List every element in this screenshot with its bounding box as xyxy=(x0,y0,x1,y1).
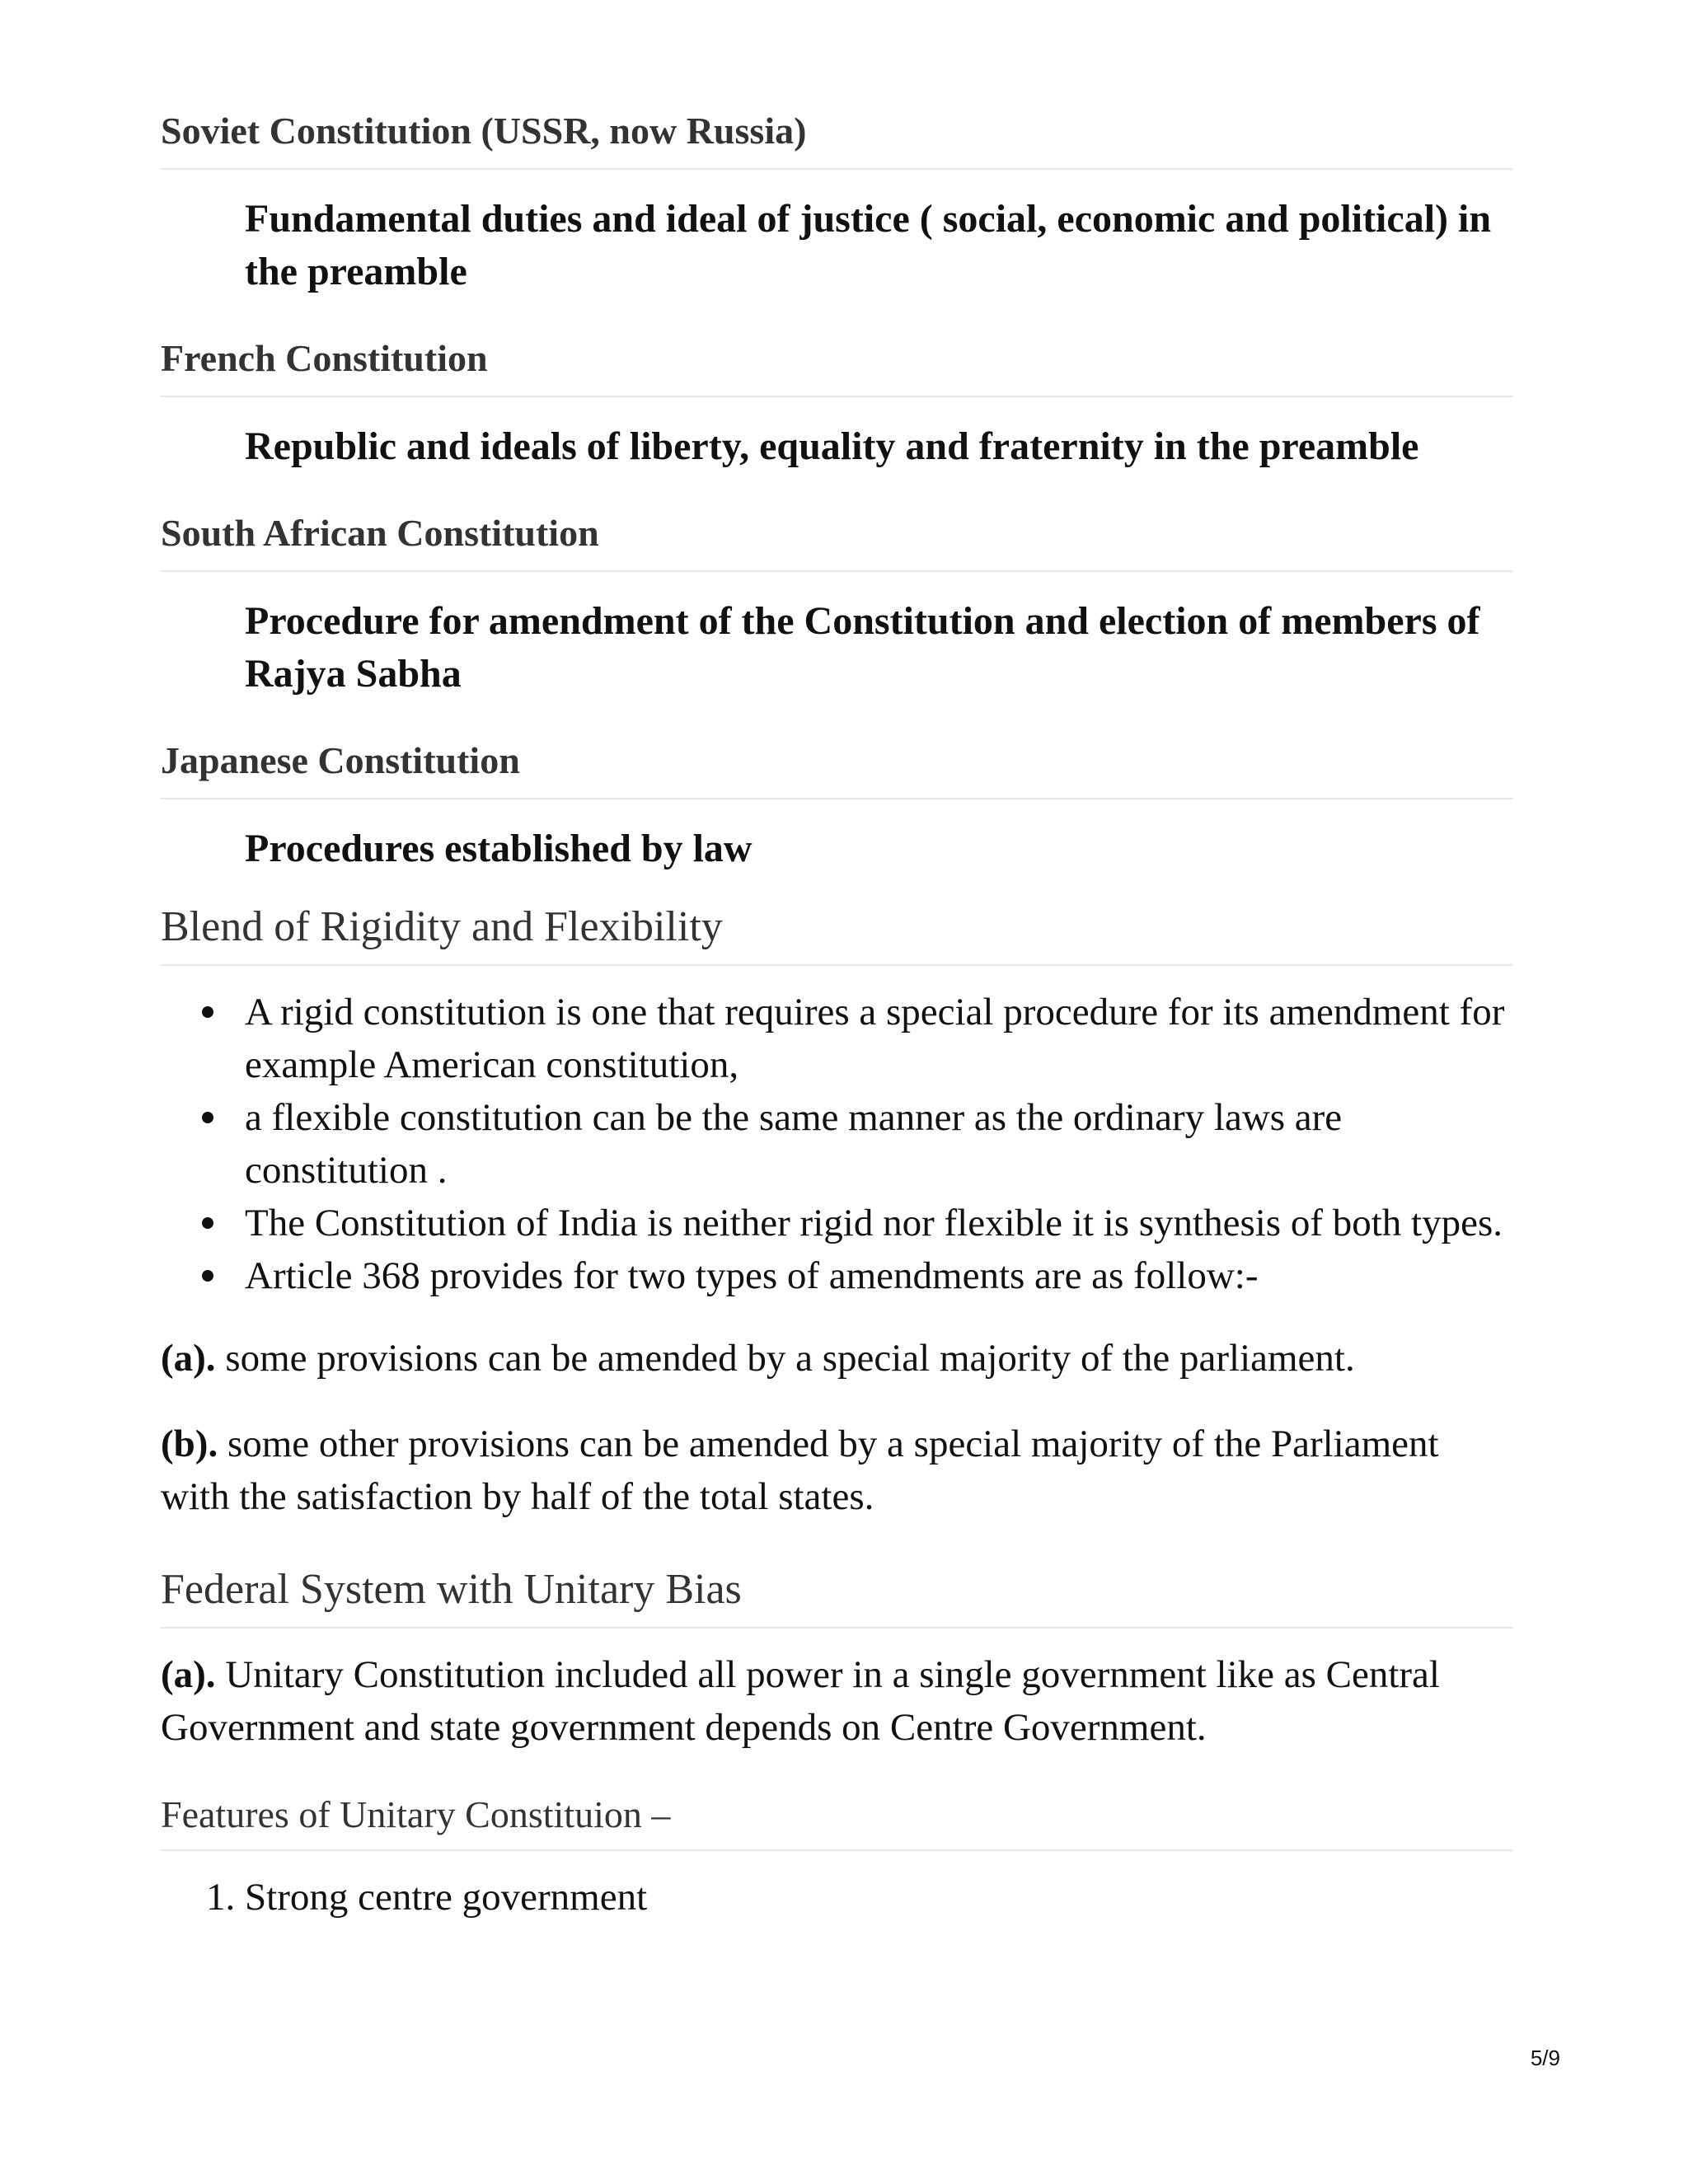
document-page xyxy=(161,107,1512,1953)
source-heading: Soviet Constitution (USSR, now Russia) xyxy=(161,107,1512,170)
source-section-japanese xyxy=(161,737,1512,875)
point-text: Unitary Constitution included all power in a single government like as Central Government and state government depends on Centre Government. xyxy=(161,1653,1440,1749)
point-a xyxy=(161,1648,1512,1754)
federal-section xyxy=(161,1563,1512,1924)
list-item: a flexible constitution can be the same manner as the ordinary laws are constitution . xyxy=(245,1091,1512,1197)
bullet-icon xyxy=(202,1112,213,1123)
numbered-list xyxy=(161,1871,1512,1924)
bullet-list xyxy=(161,986,1512,1302)
point-label: (a). xyxy=(161,1337,216,1380)
list-item: 1. Strong centre government xyxy=(245,1871,1512,1924)
list-item: A rigid constitution is one that requires a special procedure for its amendment for example American constitution, xyxy=(245,986,1512,1091)
point-text: some provisions can be amended by a special majority of the parliament. xyxy=(215,1337,1355,1380)
section-heading: Blend of Rigidity and Flexibility xyxy=(161,900,1512,966)
source-description: Republic and ideals of liberty, equality and fraternity in the preamble xyxy=(245,424,1419,468)
source-section-south-african xyxy=(161,509,1512,701)
bullet-icon xyxy=(202,1006,213,1018)
source-description: Fundamental duties and ideal of justice ( social, economic and political) in the preamble xyxy=(245,197,1492,293)
source-section-soviet xyxy=(161,107,1512,298)
bullet-icon xyxy=(202,1217,213,1229)
list-item: Article 368 provides for two types of amendments are as follow:- xyxy=(245,1249,1512,1302)
source-heading: French Constitution xyxy=(161,335,1512,397)
point-a xyxy=(161,1332,1512,1385)
point-label: (b). xyxy=(161,1422,218,1465)
point-text: some other provisions can be amended by a special majority of the Parliament with the satisfaction by half of the total states. xyxy=(161,1422,1439,1518)
subsection-heading: Features of Unitary Constituion – xyxy=(161,1790,1512,1851)
rigidity-section xyxy=(161,900,1512,1523)
page-number: 5/9 xyxy=(1530,2046,1560,2070)
source-description: Procedures established by law xyxy=(245,827,753,870)
source-heading: Japanese Constitution xyxy=(161,737,1512,799)
source-heading: South African Constitution xyxy=(161,509,1512,572)
section-heading: Federal System with Unitary Bias xyxy=(161,1563,1512,1629)
point-label: (a). xyxy=(161,1653,216,1696)
list-item: The Constitution of India is neither rigid nor flexible it is synthesis of both types. xyxy=(245,1197,1512,1249)
bullet-icon xyxy=(202,1270,213,1282)
point-b xyxy=(161,1418,1512,1523)
source-description: Procedure for amendment of the Constitution and election of members of Rajya Sabha xyxy=(245,599,1480,696)
source-section-french xyxy=(161,335,1512,473)
